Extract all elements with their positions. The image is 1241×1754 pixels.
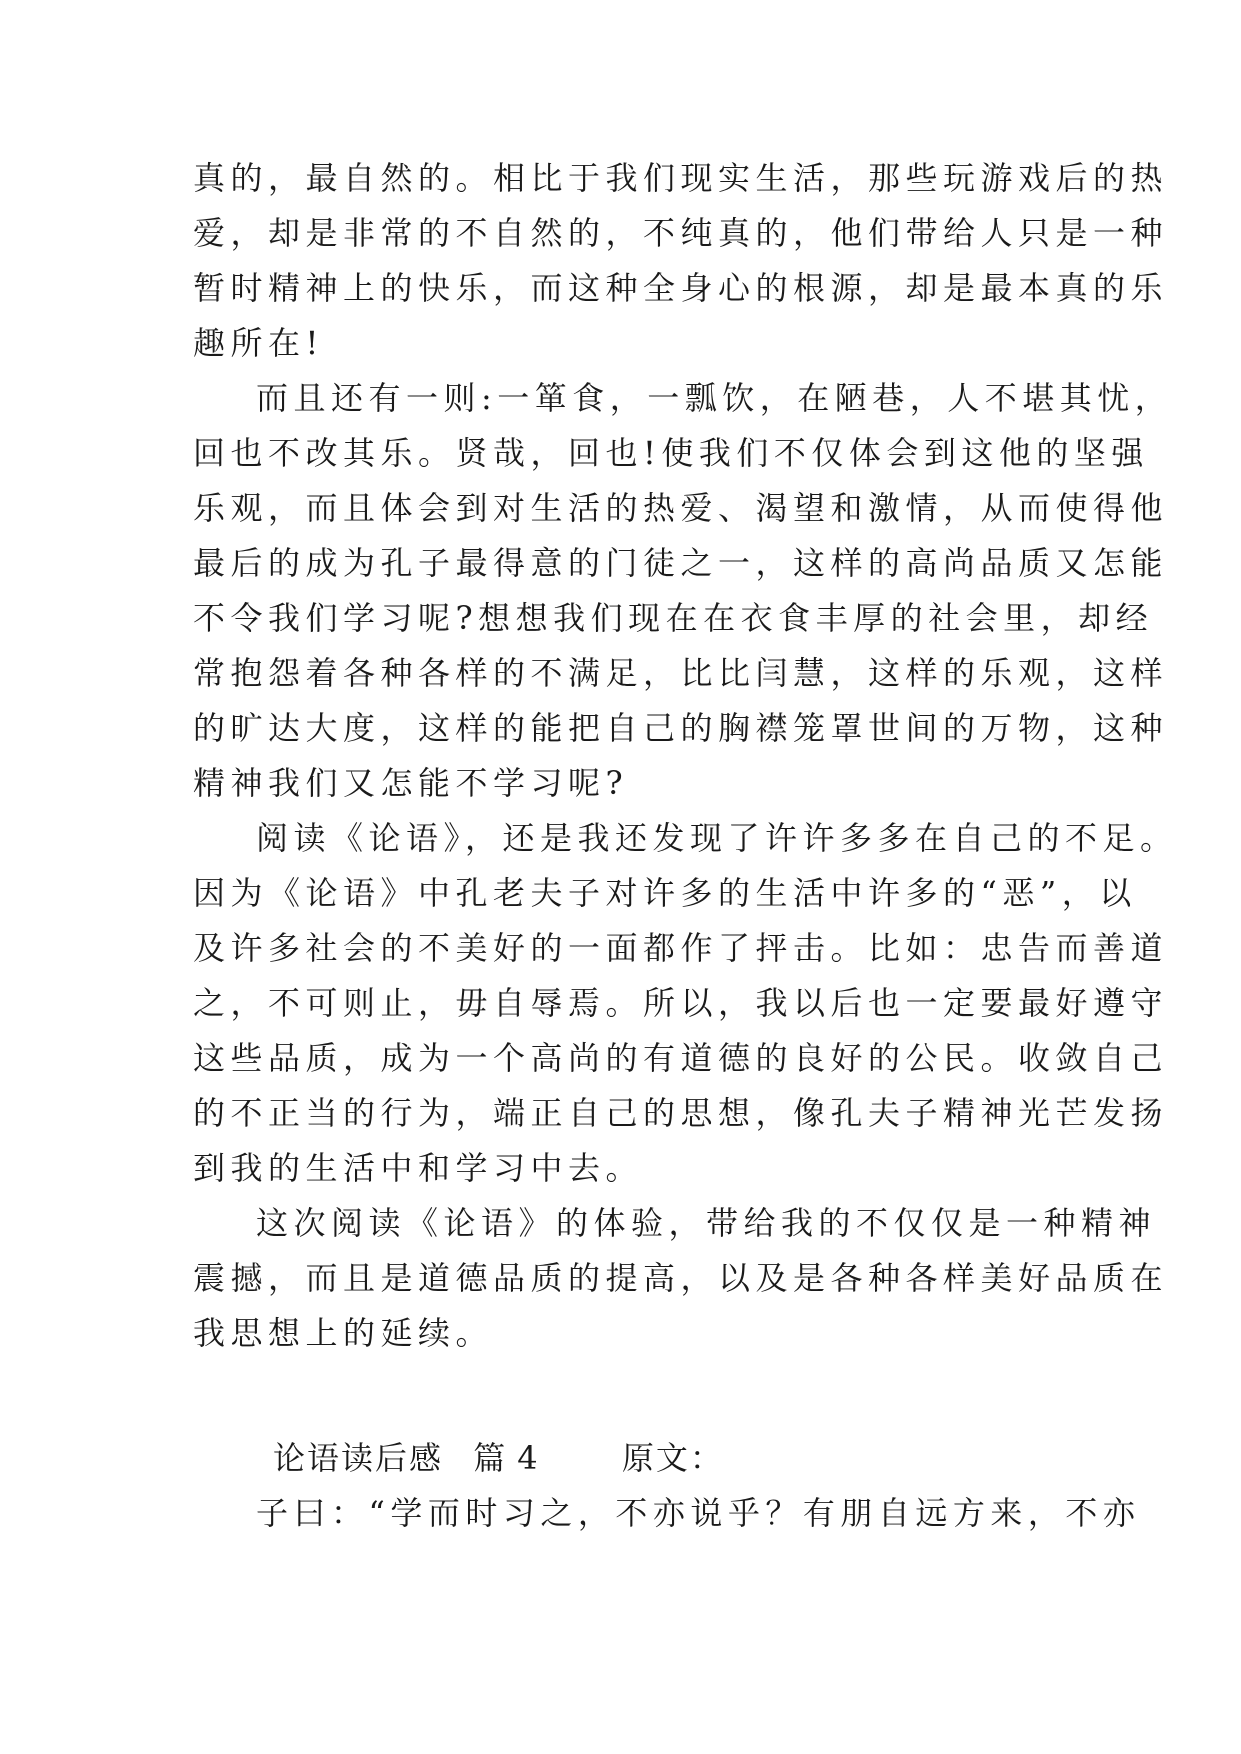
paragraph-first-line: 阅读《论语》，还是我还发现了许许多多在自己的不足。 — [256, 819, 1178, 857]
heading-section-number: 4 — [517, 1439, 538, 1477]
text-line: 乐观，而且体会到对生活的热爱、渴望和激情，从而使得他 — [193, 489, 1169, 527]
paragraph-first-line: 而且还有一则:一箪食，一瓢饮，在陋巷，人不堪其忧， — [256, 379, 1173, 417]
paragraph-first-line: 这次阅读《论语》的体验，带给我的不仅仅是一种精神 — [256, 1204, 1157, 1242]
text-line: 暂时精神上的快乐，而这种全身心的根源，却是最本真的乐 — [193, 269, 1169, 307]
text-line: 的不正当的行为，端正自己的思想，像孔夫子精神光芒发扬 — [193, 1094, 1169, 1132]
text-line: 精神我们又怎能不学习呢? — [193, 764, 629, 802]
text-line: 不令我们学习呢?想想我们现在在衣食丰厚的社会里，却经 — [193, 599, 1154, 637]
text-line: 爱，却是非常的不自然的，不纯真的，他们带给人只是一种 — [193, 214, 1169, 252]
heading-title: 论语读后感 — [273, 1439, 444, 1477]
text-line: 回也不改其乐。贤哉，回也!使我们不仅体会到这他的坚强 — [193, 434, 1149, 472]
text-line: 之，不可则止，毋自辱焉。所以，我以后也一定要最好遵守 — [193, 984, 1169, 1022]
text-line: 及许多社会的不美好的一面都作了抨击。比如：忠告而善道 — [193, 929, 1169, 967]
text-line: 我思想上的延续。 — [193, 1314, 494, 1352]
paragraph-first-line: 子曰：“学而时习之，不亦说乎？有朋自远方来，不亦 — [256, 1494, 1141, 1532]
text-line: 趣所在! — [193, 324, 324, 362]
text-line: 真的，最自然的。相比于我们现实生活，那些玩游戏后的热 — [193, 159, 1169, 197]
text-line: 这些品质，成为一个高尚的有道德的良好的公民。收敛自己 — [193, 1039, 1169, 1077]
heading-section-label: 篇 — [473, 1439, 508, 1477]
text-line: 到我的生活中和学习中去。 — [193, 1149, 644, 1187]
heading-subtitle: 原文： — [621, 1439, 724, 1477]
text-line: 最后的成为孔子最得意的门徒之一，这样的高尚品质又怎能 — [193, 544, 1169, 582]
text-line: 因为《论语》中孔老夫子对许多的生活中许多的“恶”，以 — [193, 874, 1137, 912]
text-line: 常抱怨着各种各样的不满足，比比闫慧，这样的乐观，这样 — [193, 654, 1169, 692]
text-line: 震撼，而且是道德品质的提高，以及是各种各样美好品质在 — [193, 1259, 1169, 1297]
section-heading — [273, 1438, 724, 1478]
text-line: 的旷达大度，这样的能把自己的胸襟笼罩世间的万物，这种 — [193, 709, 1169, 747]
